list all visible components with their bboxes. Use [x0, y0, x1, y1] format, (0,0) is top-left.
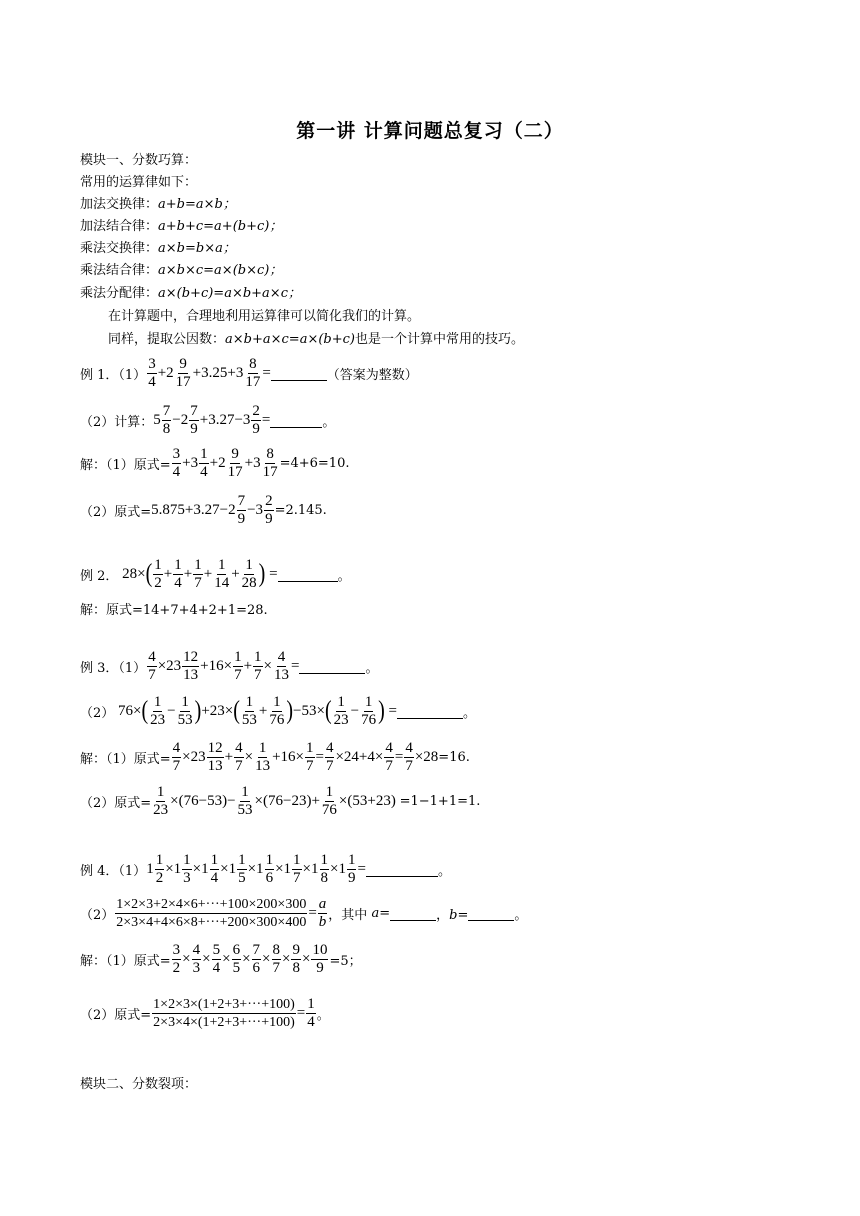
ex1-q1: 例 1．（1） $\frac{3}{4}$ +2 $\frac{9}{17}$ +3.25+3 $\frac{8}{17}$ = （答案为整数）	[80, 356, 418, 390]
add-comm-label: 加法交换律：	[80, 197, 159, 212]
fraction: $\frac{7}{6}$	[252, 942, 261, 976]
ex1-q1-suffix: （答案为整数）	[326, 368, 418, 383]
fraction: $\frac{1}{23}$	[333, 694, 349, 728]
answer-blank-a[interactable]	[390, 906, 436, 921]
ex2-question: 例 2． 28× ( $\frac{1}{2}$ + $\frac{1}{4}$ + $\frac{1}{7}$ + $\frac{1}{14}$ + $\frac{1}{28}$ ) = 。	[80, 557, 351, 591]
ex4-sol2-end: 。	[316, 1008, 330, 1023]
ex3-label: 例 3．（1）	[80, 661, 147, 676]
ex3-sol-label: 解：（1）原式=	[80, 752, 171, 767]
ex3-sol1: 解：（1）原式= $\frac{4}{7}$ ×23 $\frac{12}{13}$ + $\frac{4}{7}$ × $\frac{1}{13}$ +16× $\frac{1}{7}$ = $\frac{4}{7}$ ×24+4× $\frac{4}{7}$ = $\frac{4}{7}$ ×28 =16.	[80, 740, 470, 774]
ex1-sol2-result: =2.145.	[274, 503, 327, 518]
ex4-sol1-result: =5；	[329, 954, 362, 969]
ex1-sol-label: 解：（1）原式=	[80, 458, 171, 473]
mul-comm-label: 乘法交换律：	[80, 241, 159, 256]
ex4-q2-numerator: 1×2×3+2×4×6+···+100×200×300	[116, 897, 307, 912]
ex3-sol2: （2）原式= $\frac{1}{23}$ ×(76−53)− $\frac{1}{53}$ ×(76−23)+ $\frac{1}{76}$ ×(53+23) =1−1+1=1.	[80, 784, 481, 818]
fraction: $\frac{1}{53}$	[237, 784, 253, 818]
fraction	[152, 996, 296, 1031]
fraction: $\frac{4}{7}$	[148, 649, 156, 683]
fraction: $\frac{3}{4}$	[148, 356, 156, 390]
ex4-var-b: b	[318, 914, 327, 930]
answer-blank[interactable]	[299, 659, 365, 674]
fraction: $\frac{8}{17}$	[262, 446, 278, 480]
mul-assoc-line	[80, 262, 282, 280]
page-title: 第一讲 计算问题总复习（二）	[296, 120, 564, 142]
fraction: $\frac{1}{2}$	[154, 557, 162, 591]
fraction: $\frac{7}{8}$	[162, 403, 171, 437]
fraction: $\frac{4}{7}$	[405, 740, 413, 774]
fraction: $\frac{1}{4}$	[174, 557, 182, 591]
ex1-label: 例 1．（1）	[80, 368, 147, 383]
fraction: $\frac{1}{23}$	[153, 784, 169, 818]
ex4-q2: （2） $\frac{1\times 2\times 3+2\times 4\times 6+\cdot\cdot\cdot+100\times 200\times 300}{2\times 3\times 4+4\times 6\times 8+\cdot\cdot\cdot+200\times 300\times 400}$ = $\frac{a}{b}$ ，其中 a= ，b= 。	[80, 896, 528, 930]
module2-heading: 模块二、分数裂项：	[80, 1077, 198, 1092]
fraction: $\frac{1}{76}$	[321, 784, 337, 818]
fraction: $\frac{1}{7}$	[234, 649, 242, 683]
fraction: $\frac{5}{4}$	[212, 942, 221, 976]
ex4-sol2-label: （2）原式=	[80, 1008, 152, 1023]
distrib-label: 乘法分配律：	[80, 286, 159, 301]
ex3-q1: 例 3．（1） $\frac{4}{7}$ ×23 $\frac{12}{13}$ +16× $\frac{1}{7}$ + $\frac{1}{7}$ × $\frac{4}{13}$ = 。	[80, 649, 379, 683]
fraction: $\frac{1}{7}$	[293, 852, 301, 886]
ex2-label: 例 2．	[80, 569, 119, 584]
answer-blank[interactable]	[271, 366, 327, 381]
fraction: $\frac{4}{7}$	[235, 740, 243, 774]
module1-heading: 模块一、分数巧算：	[80, 153, 198, 168]
mul-comm-formula: a×b=b×a；	[158, 241, 236, 256]
ex4-q2-mid: ，其中	[328, 908, 368, 923]
fraction: $\frac{3}{4}$	[172, 446, 181, 480]
ex2-solution: 解：原式=14+7+4+2+1=28.	[80, 603, 268, 618]
ex4-q1: 例 4．（1） 1 $\frac{1}{2}$ ×1 $\frac{1}{3}$ ×1 $\frac{1}{4}$ ×1 $\frac{1}{5}$ ×1 $\frac{1}{6}$ ×1 $\frac{1}{7}$ ×1 $\frac{1}{8}$ ×1 $\frac{1}{9}$ = 。	[80, 852, 451, 886]
fraction: $\frac{1}{53}$	[241, 694, 257, 728]
ex3-sol1-result: =16.	[438, 750, 470, 765]
fraction: $\frac{4}{7}$	[325, 740, 334, 774]
distrib-formula: a×(b+c)=a×b+a×c；	[158, 286, 301, 301]
fraction: $\frac{9}{17}$	[175, 356, 191, 390]
mul-assoc-formula: a×b×c=a×(b×c)；	[158, 263, 283, 278]
fraction: $\frac{1}{7}$	[306, 740, 314, 774]
add-assoc-formula: a+b+c=a+(b+c)；	[158, 219, 283, 234]
note-line-2	[108, 331, 524, 349]
ex1-sol1-result: =4+6=10.	[279, 456, 350, 471]
fraction: $\frac{4}{3}$	[192, 942, 201, 976]
fraction: $\frac{1}{7}$	[194, 557, 202, 591]
fraction: $\frac{12}{13}$	[183, 649, 199, 683]
fraction: $\frac{1}{14}$	[214, 557, 230, 591]
fraction: $\frac{1}{53}$	[177, 694, 193, 728]
fraction: $\frac{1}{4}$	[307, 996, 315, 1030]
fraction: $\frac{1}{4}$	[210, 852, 219, 886]
laws-heading: 常用的运算律如下：	[80, 175, 198, 190]
fraction: $\frac{1}{6}$	[265, 852, 274, 886]
fraction: $\frac{1}{5}$	[238, 852, 246, 886]
ex3-sol2-result: =1−1+1=1.	[399, 794, 481, 809]
distrib-line	[80, 285, 301, 303]
fraction: $\frac{12}{13}$	[207, 740, 223, 774]
note-line-1: 在计算题中，合理地利用运算律可以简化我们的计算。	[108, 309, 421, 324]
fraction: $\frac{1}{23}$	[150, 694, 166, 728]
ex4-sol-label: 解：（1）原式=	[80, 954, 171, 969]
ex1-sol2: （2）原式= 5.875+3.27−2 $\frac{7}{9}$ −3 $\frac{2}{9}$ =2.145.	[80, 493, 327, 527]
fraction: $\frac{8}{17}$	[245, 356, 261, 390]
fraction: $\frac{4}{7}$	[385, 740, 393, 774]
note2-prefix: 同样，提取公因数：	[108, 332, 226, 347]
fraction: $\frac{8}{7}$	[272, 942, 281, 976]
mul-comm-line	[80, 240, 236, 258]
fraction: $\frac{1}{76}$	[269, 694, 285, 728]
ex4-sol2-numerator: 1×2×3×(1+2+3+···+100)	[153, 997, 295, 1012]
answer-blank[interactable]	[278, 567, 338, 582]
fraction: $\frac{1}{28}$	[241, 557, 257, 591]
fraction: $\frac{3}{2}$	[172, 942, 181, 976]
fraction: $\frac{9}{8}$	[292, 942, 300, 976]
add-assoc-line	[80, 218, 282, 236]
note2-formula: a×b+a×c=a×(b+c)	[225, 332, 355, 347]
fraction: $\frac{1}{3}$	[183, 852, 191, 886]
ex4-label: 例 4．（1）	[80, 864, 147, 879]
ex1-sol2-label: （2）原式=	[80, 505, 152, 520]
ex4-var-a: a	[318, 896, 327, 912]
fraction: $\frac{2}{9}$	[252, 403, 260, 437]
fraction: $\frac{6}{5}$	[232, 942, 241, 976]
fraction: $\frac{1}{7}$	[254, 649, 262, 683]
add-comm-formula: a+b=a×b；	[158, 197, 236, 212]
add-assoc-label: 加法结合律：	[80, 219, 159, 234]
fraction: $\frac{9}{17}$	[227, 446, 243, 480]
answer-blank[interactable]	[366, 862, 438, 877]
mul-assoc-label: 乘法结合律：	[80, 263, 159, 278]
ex4-q2-denominator: 2×3×4+4×6×8+···+200×300×400	[116, 915, 307, 930]
ex3-sol2-label: （2）原式=	[80, 796, 152, 811]
ex4-sol2: （2）原式= $\frac{1\times 2\times 3\times(1+2+3+\cdot\cdot\cdot+100)}{2\times 3\times 4\times(1+2+3+\cdot\cdot\cdot+100)}$ = $\frac{1}{4}$ 。	[80, 996, 330, 1030]
ex1-sol1: 解：（1）原式= $\frac{3}{4}$ +3 $\frac{1}{4}$ +2 $\frac{9}{17}$ +3 $\frac{8}{17}$ =4+6=10.	[80, 446, 350, 480]
answer-blank[interactable]	[270, 413, 322, 428]
fraction: $\frac{7}{9}$	[237, 493, 246, 527]
ex4-q2-label: （2）	[80, 908, 115, 923]
ex1-q2: （2）计算： 5 $\frac{7}{8}$ −2 $\frac{7}{9}$ +3.27−3 $\frac{2}{9}$ = 。	[80, 403, 336, 437]
fraction: $\frac{1}{4}$	[200, 446, 208, 480]
add-comm-line	[80, 196, 236, 214]
ex1-q2-label: （2）计算：	[80, 415, 154, 430]
fraction: $\frac{7}{9}$	[190, 403, 198, 437]
answer-blank-b[interactable]	[468, 906, 514, 921]
note2-suffix: 也是一个计算中常用的技巧。	[354, 332, 524, 347]
ex4-sol1: 解：（1）原式= $\frac{3}{2}$ × $\frac{4}{3}$ × $\frac{5}{4}$ × $\frac{6}{5}$ × $\frac{7}{6}$ × $\frac{8}{7}$ × $\frac{9}{8}$ × $\frac{10}{9}$ =5；	[80, 942, 362, 976]
fraction: $\frac{4}{13}$	[274, 649, 290, 683]
fraction: $\frac{1}{8}$	[320, 852, 328, 886]
fraction: $\frac{1}{76}$	[361, 694, 377, 728]
fraction: $\frac{4}{7}$	[172, 740, 181, 774]
fraction	[115, 896, 307, 931]
fraction: $\frac{2}{9}$	[265, 493, 273, 527]
fraction: $\frac{10}{9}$	[312, 942, 328, 976]
ex3-q2: （2） 76× ( $\frac{1}{23}$ − $\frac{1}{53}$ ) +23× ( $\frac{1}{53}$ + $\frac{1}{76}$ ) −53× ( $\frac{1}{23}$ − $\frac{1}{76}$ ) = 。	[80, 694, 477, 728]
ex3-q2-label: （2）	[80, 706, 115, 721]
fraction: $\frac{1}{9}$	[347, 852, 356, 886]
fraction: $\frac{1}{13}$	[255, 740, 271, 774]
ex4-sol2-denominator: 2×3×4×(1+2+3+···+100)	[153, 1015, 295, 1030]
fraction: $\frac{1}{2}$	[155, 852, 164, 886]
answer-blank[interactable]	[397, 704, 463, 719]
fraction	[318, 896, 328, 931]
